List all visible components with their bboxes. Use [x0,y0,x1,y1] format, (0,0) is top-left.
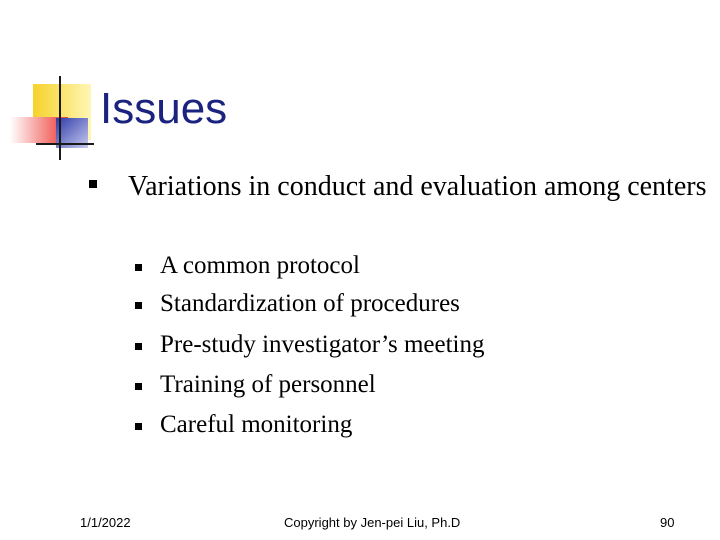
footer-date: 1/1/2022 [80,515,131,530]
slide-title: Issues [100,84,228,133]
sub-bullet-text: Training of personnel [160,371,376,398]
sub-bullet-icon [135,423,142,430]
sub-bullet-icon [135,302,142,309]
bullet-icon [89,180,97,188]
sub-bullet-text: Pre-study investigator’s meeting [160,331,485,358]
sub-bullet-icon [135,264,142,271]
sub-bullet-text: A common protocol [160,252,360,279]
sub-bullet-icon [135,343,142,350]
sub-bullet-text: Careful monitoring [160,411,353,438]
sub-bullet-icon [135,383,142,390]
bullet-text: Variations in conduct and evaluation among centers [128,171,707,202]
footer-copyright: Copyright by Jen-pei Liu, Ph.D [284,515,461,530]
sub-bullet-text: Standardization of procedures [160,290,460,317]
footer-page-number: 90 [660,515,675,530]
